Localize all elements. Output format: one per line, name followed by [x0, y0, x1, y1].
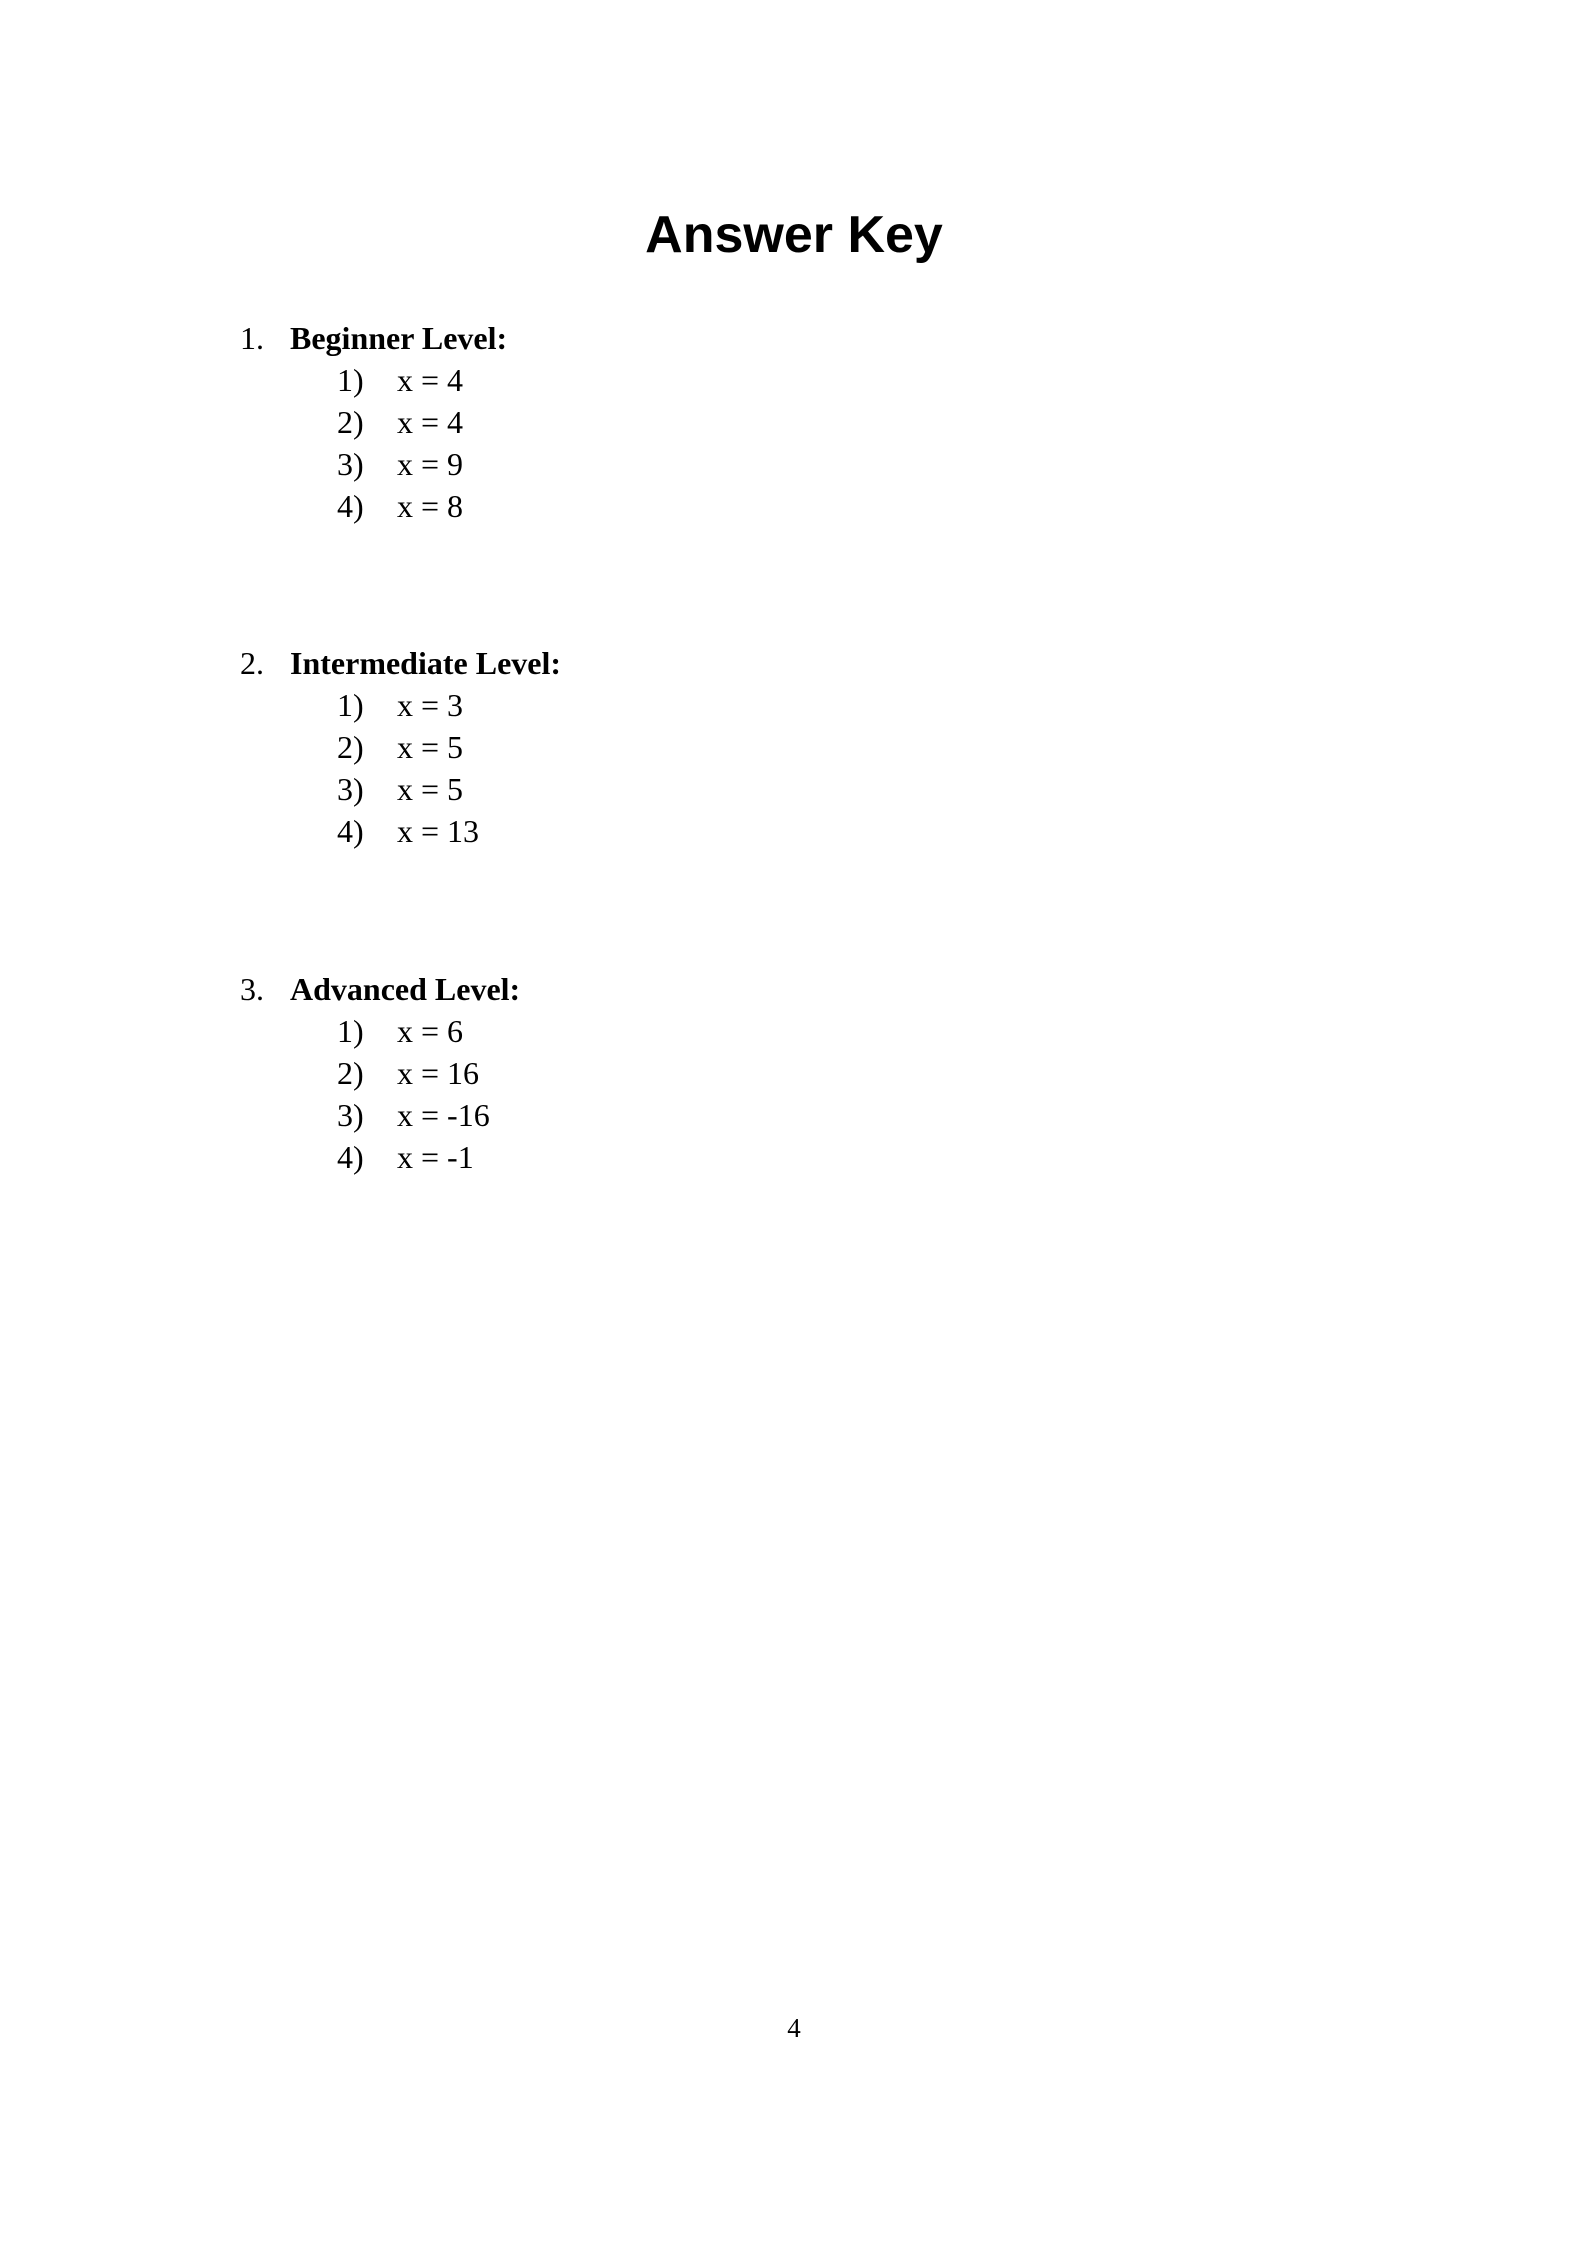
section-heading: [240, 317, 507, 359]
answer-number: 4): [337, 813, 364, 849]
answer-number: 1): [337, 362, 364, 398]
page-number: 4: [787, 2013, 801, 2043]
answer-value: x = -1: [397, 1139, 474, 1175]
section-number: 1.: [240, 320, 264, 356]
answer-number: 3): [337, 446, 364, 482]
section-advanced: [240, 968, 520, 1178]
answer-item: [240, 810, 561, 852]
answer-value: x = -16: [397, 1097, 490, 1133]
answer-number: 1): [337, 687, 364, 723]
answer-number: 3): [337, 1097, 364, 1133]
answer-item: [240, 726, 561, 768]
section-beginner: [240, 317, 507, 527]
answer-item: [240, 684, 561, 726]
answer-value: x = 3: [397, 687, 464, 723]
answer-number: 2): [337, 1055, 364, 1091]
answer-value: x = 4: [397, 362, 464, 398]
section-label: Beginner Level:: [290, 320, 508, 356]
answer-item: [240, 1094, 520, 1136]
section-number: 2.: [240, 645, 264, 681]
answer-list: [240, 684, 561, 852]
section-label: Advanced Level:: [290, 971, 521, 1007]
section-intermediate: [240, 642, 561, 852]
page-title: Answer Key: [645, 206, 943, 264]
answer-number: 2): [337, 729, 364, 765]
answer-number: 2): [337, 404, 364, 440]
answer-number: 4): [337, 488, 364, 524]
answer-value: x = 9: [397, 446, 464, 482]
section-heading: [240, 642, 561, 684]
section-label: Intermediate Level:: [290, 645, 562, 681]
answer-item: [240, 1052, 520, 1094]
section-heading: [240, 968, 520, 1010]
answer-item: [240, 1136, 520, 1178]
answer-list: [240, 1010, 520, 1178]
answer-item: [240, 768, 561, 810]
answer-value: x = 8: [397, 488, 464, 524]
section-number: 3.: [240, 971, 264, 1007]
answer-value: x = 4: [397, 404, 464, 440]
answer-value: x = 16: [397, 1055, 480, 1091]
answer-number: 3): [337, 771, 364, 807]
answer-value: x = 6: [397, 1013, 464, 1049]
answer-list: [240, 359, 507, 527]
answer-item: [240, 1010, 520, 1052]
answer-number: 1): [337, 1013, 364, 1049]
answer-item: [240, 443, 507, 485]
answer-value: x = 5: [397, 729, 464, 765]
answer-item: [240, 401, 507, 443]
answer-value: x = 13: [397, 813, 480, 849]
answer-number: 4): [337, 1139, 364, 1175]
answer-item: [240, 359, 507, 401]
answer-item: [240, 485, 507, 527]
answer-value: x = 5: [397, 771, 464, 807]
